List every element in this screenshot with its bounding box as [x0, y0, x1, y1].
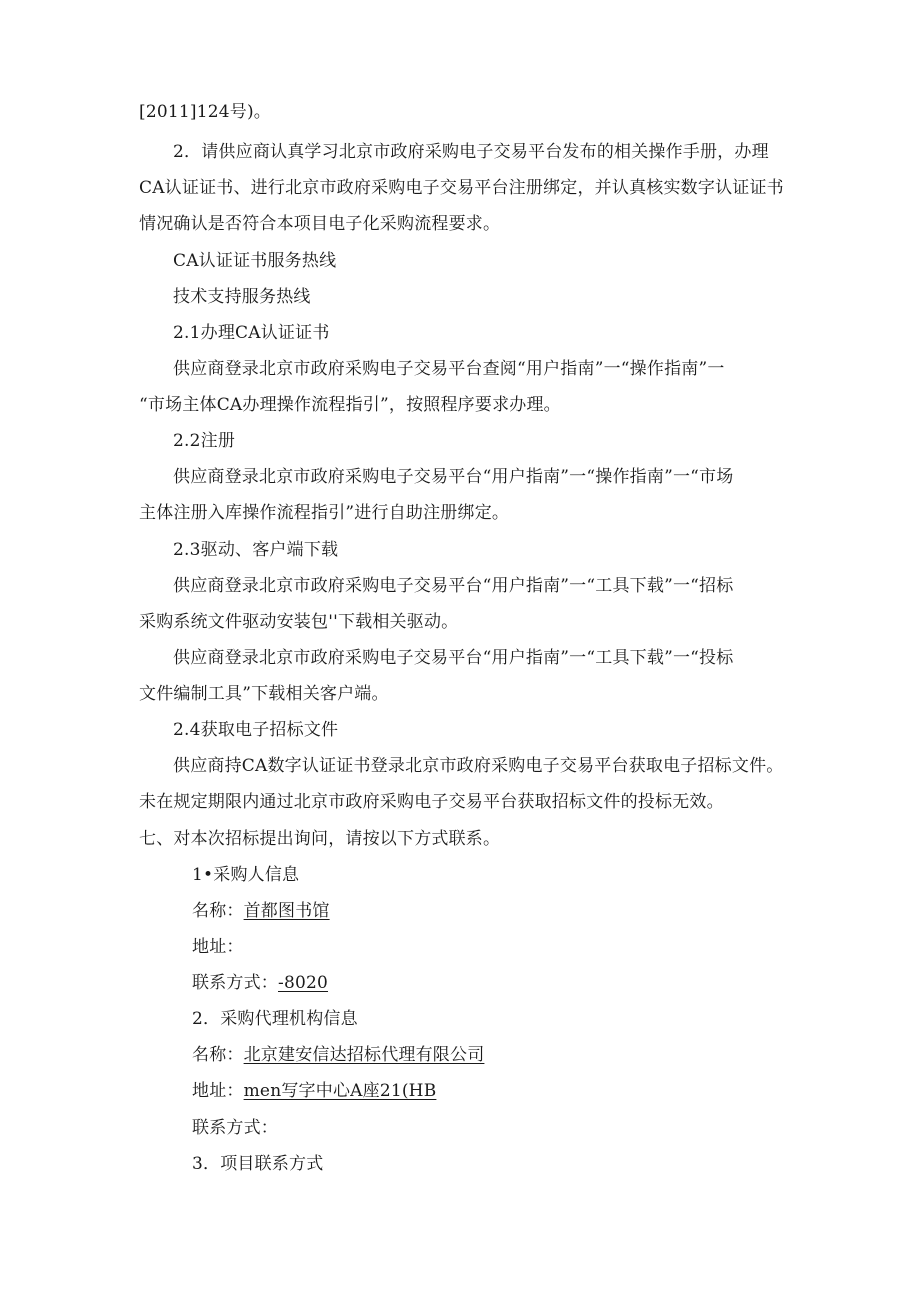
text-line: 主体注册入库操作流程指引”进行自助注册绑定。	[139, 503, 510, 523]
text-line: 供应商登录北京市政府采购电子交易平台“用户指南”一“操作指南”一“市场	[173, 467, 734, 487]
section-heading: 2.3驱动、客户端下载	[173, 540, 339, 560]
agency-contact	[192, 1117, 278, 1139]
text-line: 未在规定期限内通过北京市政府采购电子交易平台获取招标文件的投标无效。	[139, 792, 724, 812]
purchaser-address	[192, 936, 244, 958]
field-label: 地址：	[192, 937, 244, 957]
agency-name	[192, 1044, 484, 1066]
text-line: 文件编制工具”下载相关客户端。	[139, 684, 389, 704]
text-line: 采购系统文件驱动安装包''下载相关驱动。	[139, 612, 459, 632]
section-heading: 2．采购代理机构信息	[192, 1009, 358, 1029]
field-label: 名称：	[192, 901, 244, 921]
agency-address	[192, 1080, 436, 1102]
field-label: 联系方式：	[192, 973, 278, 993]
text-line: 情况确认是否符合本项目电子化采购流程要求。	[139, 214, 501, 234]
section-heading: 3．项目联系方式	[192, 1154, 324, 1174]
field-label: 联系方式：	[192, 1118, 278, 1138]
field-value: -8020	[278, 973, 329, 993]
section-heading: 七、对本次招标提出询问，请按以下方式联系。	[139, 829, 501, 849]
field-value: 北京建安信达招标代理有限公司	[243, 1045, 485, 1065]
section-heading: 2.2注册	[173, 431, 236, 451]
section-heading: 2.4获取电子招标文件	[173, 720, 339, 740]
text-line: [2011]124号)。	[139, 102, 272, 122]
text-line: 供应商持CA数字认证证书登录北京市政府采购电子交易平台获取电子招标文件。	[173, 756, 784, 776]
text-line: “市场主体CA办理操作流程指引”，按照程序要求办理。	[139, 395, 561, 415]
text-line: 供应商登录北京市政府采购电子交易平台查阅“用户指南”一“操作指南”一	[173, 359, 725, 379]
text-line: 技术支持服务热线	[173, 287, 311, 307]
text-line: CA认证证书、进行北京市政府采购电子交易平台注册绑定，并认真核实数字认证证书	[139, 178, 784, 198]
text-line: 2．请供应商认真学习北京市政府采购电子交易平台发布的相关操作手册，办理	[173, 142, 769, 162]
section-heading: 1•采购人信息	[192, 865, 300, 885]
field-value: 首都图书馆	[243, 901, 330, 921]
field-value: men写字中心A座21(HB	[243, 1081, 437, 1101]
text-line: 供应商登录北京市政府采购电子交易平台“用户指南”一“工具下载”一“投标	[173, 648, 734, 668]
text-line: CA认证证书服务热线	[173, 251, 337, 271]
purchaser-name	[192, 900, 330, 922]
field-label: 地址：	[192, 1081, 244, 1101]
text-line: 供应商登录北京市政府采购电子交易平台“用户指南”一“工具下载”一“招标	[173, 576, 734, 596]
section-heading: 2.1办理CA认证证书	[173, 323, 330, 343]
field-label: 名称：	[192, 1045, 244, 1065]
purchaser-contact	[192, 972, 328, 994]
